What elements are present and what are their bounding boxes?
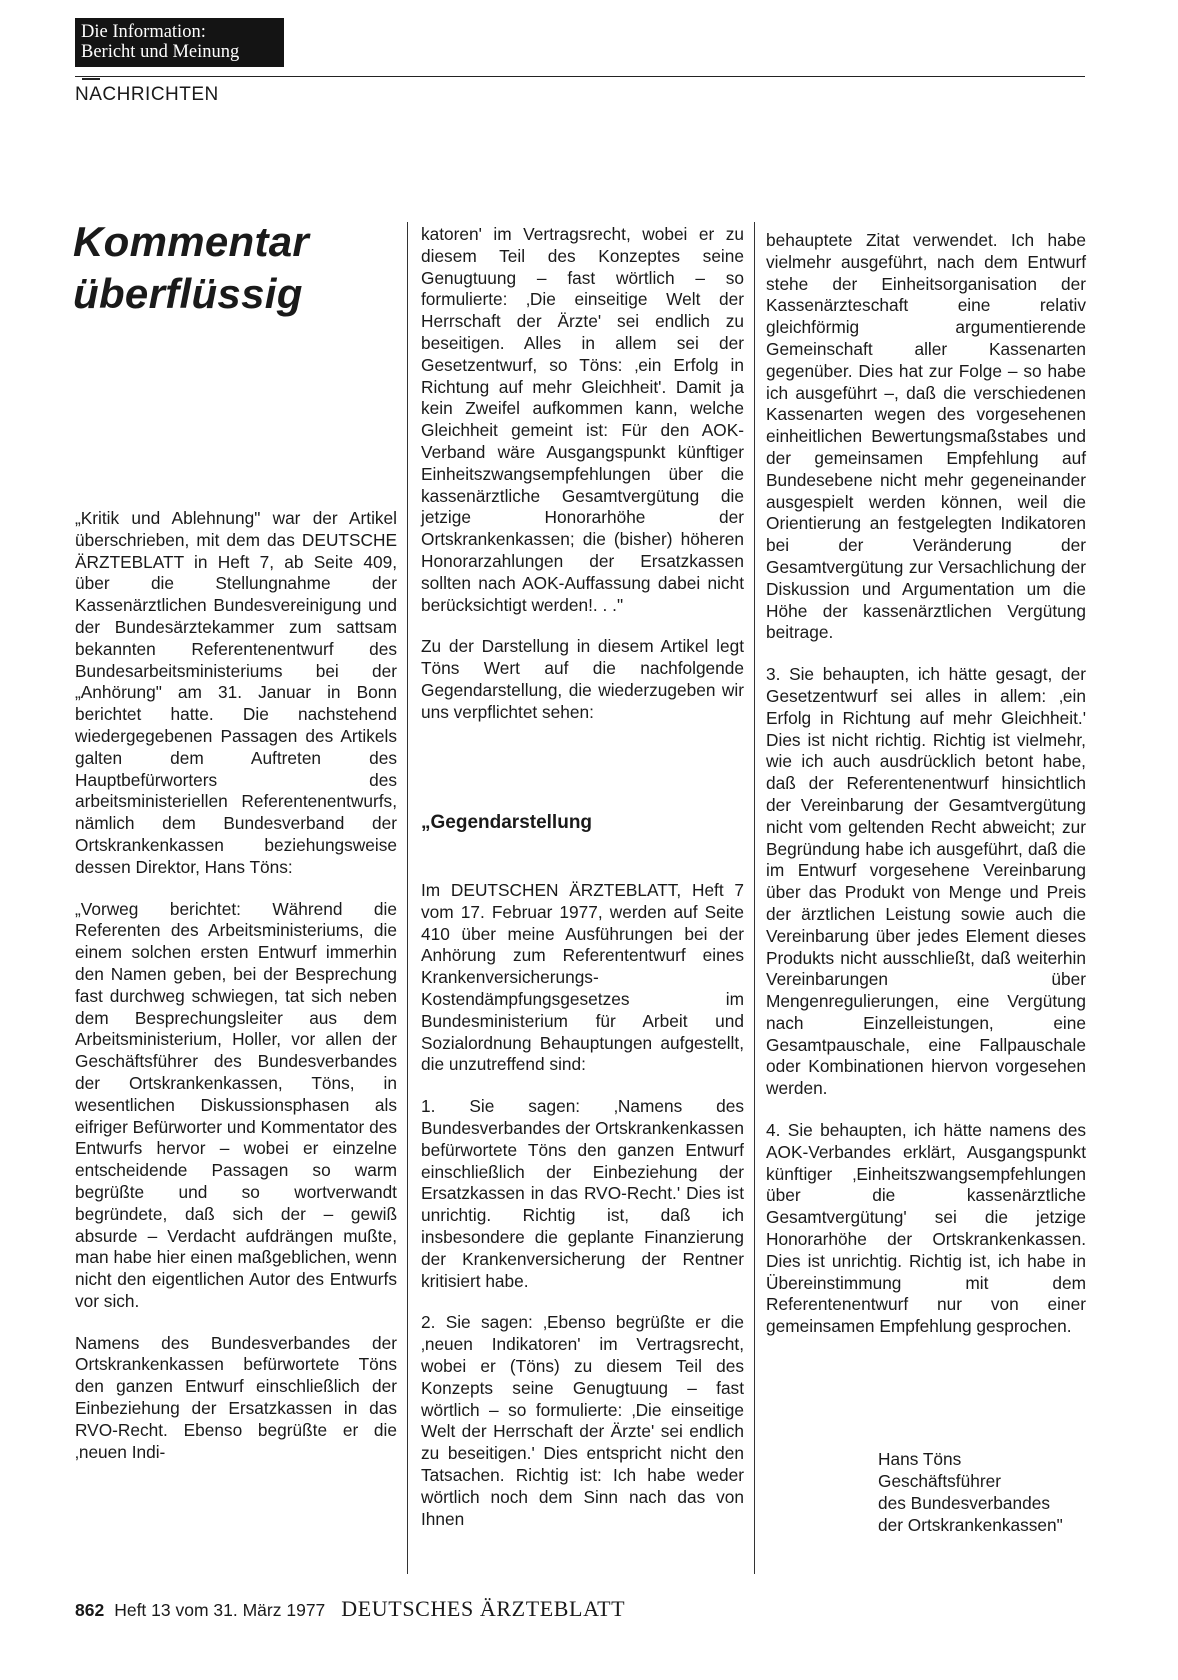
counterstatement-point-2: 2. Sie sagen: ‚Ebenso begrüßte er die ‚neuen Indikatoren' im Vertragsrecht, wobei er (Töns) zu diesem Teil des Konzepts seine Genugtuung – fast wörtlich – so formulierte: ‚Die einseitige Welt der Herrschaft der Ärzte' sei endlich zu beseitigen.' Dies entspricht nicht den Tatsachen. Richtig ist: Ich habe weder wörtlich noch dem Sinn nach das von Ihnen	[421, 1312, 744, 1529]
signature-org-line-2: der Ortskrankenkassen"	[878, 1515, 1063, 1535]
quoted-report-paragraph-2: Namens des Bundesverbandes der Ortskrankenkassen befürwortete Töns den ganzen Entwurf einschließlich der Einbeziehung der Ersatzkassen in das RVO-Recht. Ebenso begrüßte er die ‚neuen Indi-	[75, 1332, 397, 1462]
page-footer	[75, 1596, 625, 1622]
signature-org-line-1: des Bundesverbandes	[878, 1493, 1050, 1513]
counterstatement-heading: „Gegendarstellung	[421, 812, 593, 833]
column-divider-1	[407, 222, 408, 1574]
department-badge	[75, 18, 284, 67]
badge-line-2: Bericht und Meinung	[81, 42, 240, 62]
header-rule-accent	[82, 78, 100, 80]
counterstatement-point-4: 4. Sie behaupten, ich hätte namens des AOK-Verbandes erklärt, Ausgangspunkt künftiger ‚Einheitszwangsempfehlungen über die kassenärztliche Gesamtvergütung' sei die jetzige Honorarhöhe der Ortskrankenkassen. Dies ist unrichtig. Richtig ist, ich habe in Übereinstimmung mit dem Referentenentwurf nur von einer gemeinsamen Empfehlung gesprochen.	[766, 1120, 1086, 1337]
column-divider-2	[754, 222, 755, 1574]
counterstatement-point-3: 3. Sie behaupten, ich hätte gesagt, der Gesetzentwurf sei alles in allem: ‚ein Erfolg in Richtung auf mehr Gleichheit.' Dies ist nicht richtig. Richtig ist vielmehr, wie ich auch ausdrücklich betont habe, daß der Referentenentwurf hinsichtlich der Vereinbarung der Gesamtvergütung nicht vom geltenden Recht abweicht; zur Begründung habe ich ausgeführt, daß die im Entwurf vorgesehene Vereinbarung über das Produkt von Menge und Preis der ärztlichen Leistung sowie auch die Vereinbarung über jedes Element dieses Produkts nicht ausschließt, daß weiterhin Vereinbarungen über Mengenregulierungen, eine Vergütung nach Einzelleistungen, eine Gesamtpauschale, eine Fallpauschale oder Kombinationen hiervon vorgesehen werden.	[766, 664, 1086, 1099]
editorial-note: Zu der Darstellung in diesem Artikel legt Töns Wert auf die nachfolgende Gegendarstellung, die wiederzugeben wir uns verpflichtet sehen:	[421, 636, 744, 722]
signature-block	[878, 1448, 1063, 1536]
quoted-report-paragraph: „Vorweg berichtet: Während die Referenten des Arbeitsministeriums, die einem solchen ersten Entwurf immerhin den Namen geben, bei der Besprechung fast durchweg schwiegen, tat sich neben dem Besprechungsleiter aus dem Arbeitsministerium, Holler, vor allen der Geschäftsführer des Bundesverbandes der Ortskrankenkassen, Töns, in wesentlichen Diskussionsphasen als eifriger Befürworter und Kommentator des Entwurfs hervor – wobei er einzelne entscheidende Passagen so warm begrüßte und so wortverwandt begründete, daß sich der – gewiß absurde – Verdacht aufdrängen mußte, man habe hier einen maßgeblichen, wenn nicht den eigentlichen Autor des Entwurfs vor sich.	[75, 898, 397, 1311]
quoted-report-continuation: katoren' im Vertragsrecht, wobei er zu diesem Teil des Konzeptes seine Genugtuung – fast wörtlich – so formulierte: ‚Die einseitige Welt der Herrschaft der Ärzte' sei endlich zu beseitigen. Alles in allem sei der Gesetzentwurf, so Töns: ‚ein Erfolg in Richtung auf mehr Gleichheit'. Damit ja kein Zweifel aufkommen kann, welche Gleichheit gemeint ist: Für den AOK-Verband wäre Ausgangspunkt künftiger Einheitszwangsempfehlungen über die kassenärztliche Gesamtvergütung die jetzige Honorarhöhe der Ortskrankenkassen; die (bisher) höheren Honorarzahlungen der Ersatzkassen sollten nach AOK-Auffassung dabei nicht berücksichtigt werden!. . ."	[421, 224, 744, 615]
column-2	[421, 224, 744, 724]
badge-line-1: Die Information:	[81, 22, 206, 42]
header-rule	[75, 76, 1085, 77]
issue-info: Heft 13 vom 31. März 1977	[114, 1600, 326, 1620]
intro-paragraph: „Kritik und Ablehnung" war der Artikel überschrieben, mit dem das DEUTSCHE ÄRZTEBLATT in Heft 7, ab Seite 409, über die Stellungnahme der Kassenärztlichen Bundesvereinigung und der Bundesärztekammer zum sattsam bekannten Referentenentwurf des Bundesarbeitsministeriums bei der „Anhörung" am 31. Januar in Bonn berichtet hatte. Die nachstehend wiedergegebenen Passagen des Artikels galten dem Auftreten des Hauptbefürworters des arbeitsministeriellen Referentenentwurfs, nämlich dem Bundesverband der Ortskrankenkassen beziehungsweise dessen Direktor, Hans Töns:	[75, 508, 397, 877]
magazine-title: DEUTSCHES ÄRZTEBLATT	[341, 1596, 626, 1621]
headline-line-2: überflüssig	[73, 270, 303, 317]
counterstatement-point-2-continuation: behauptete Zitat verwendet. Ich habe vielmehr ausgeführt, nach dem Entwurf stehe der Einheitsorganisation der Kassenärzteschaft eine relativ gleichförmig argumentierende Gemeinschaft aller Kassenarten gegenüber. Dies hat zur Folge – so habe ich ausgeführt –, daß die verschiedenen Kassenarten wegen des vorgesehenen einheitlichen Bewertungsmaßstabes und der gemeinsamen Empfehlung auf Bundesebene nicht mehr gegeneinander ausgespielt werden können, weil die Orientierung an festgelegten Indikatoren bei der Veränderung der Gesamtvergütung zur Versachlichung der Diskussion und Argumentation um die Höhe der kassenärztlichen Vergütung beitrage.	[766, 230, 1086, 643]
column-1	[75, 508, 397, 1463]
section-label: NACHRICHTEN	[75, 84, 219, 105]
counterstatement-intro: Im DEUTSCHEN ÄRZTEBLATT, Heft 7 vom 17. Februar 1977, werden auf Seite 410 über meine Ausführungen bei der Anhörung zum Referententwurf eines Krankenversicherungs-Kostendämpfungsgesetzes im Bundesministerium für Arbeit und Sozialordnung Behauptungen aufgestellt, die unzutreffend sind:	[421, 880, 744, 1075]
column-3	[766, 230, 1086, 1338]
article-headline	[73, 216, 309, 320]
signature-title: Geschäftsführer	[878, 1471, 1001, 1491]
page-number: 862	[75, 1600, 105, 1620]
column-2-counterstatement	[421, 880, 744, 1530]
counterstatement-point-1: 1. Sie sagen: ‚Namens des Bundesverbandes der Ortskrankenkassen befürwortete Töns den ganzen Entwurf einschließlich der Einbeziehung der Ersatzkassen in das RVO-Recht.' Dies ist unrichtig. Richtig ist, daß ich insbesondere die geplante Finanzierung der Krankenversicherung der Rentner kritisiert habe.	[421, 1096, 744, 1291]
signature-name: Hans Töns	[878, 1449, 962, 1469]
headline-line-1: Kommentar	[73, 218, 310, 265]
